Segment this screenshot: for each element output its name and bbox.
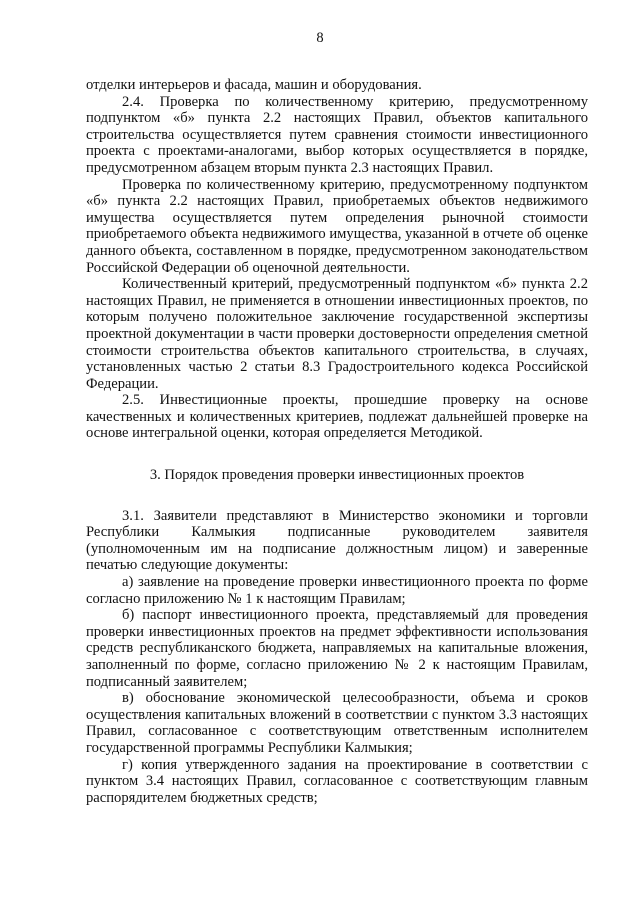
paragraph: Количественный критерий, предусмотренный подпунктом «б» пункта 2.2 настоящих Правил, не применяется в отношении инвестиционных проектов, по которым получено положительное заключение государственной экспертизы проектной документации в части проверки достоверности определения сметной стоимости строительства объектов капитального строительства, в случаях, установленных частью 2 статьи 8.3 Градостроительного кодекса Российской Федерации.: [86, 276, 588, 392]
paragraph: 3.1. Заявители представляют в Министерство экономики и торговли Республики Калмыкия подписанные руководителем заявителя (уполномоченным им на подписание должностным лицом) и заверенные печатью следующие документы:: [86, 507, 588, 574]
list-item: б) паспорт инвестиционного проекта, представляемый для проведения проверки инвестиционных проектов на предмет эффективности использования средств республиканского бюджета, направляемых на капитальные вложения, заполненный по форме, согласно приложению № 2 к настоящим Правилам, подписанный заявителем;: [86, 607, 588, 690]
paragraph: 2.5. Инвестиционные проекты, прошедшие проверку на основе качественных и количественных критериев, подлежат дальнейшей проверке на основе интегральной оценки, которая определяется Методикой.: [86, 392, 588, 442]
section-heading: 3. Порядок проведения проверки инвестиционных проектов: [149, 467, 525, 484]
document-body: [86, 77, 588, 806]
paragraph: Проверка по количественному критерию, предусмотренному подпунктом «б» пункта 2.2 настоящих Правил, приобретаемых объектов недвижимого имущества осуществляется путем определения рыночной стоимости приобретаемого объекта недвижимого имущества, указанной в отчете об оценке данного объекта, составленном в порядке, предусмотренном законодательством Российской Федерации об оценочной деятельности.: [86, 176, 588, 276]
page-number: 8: [316, 30, 324, 46]
list-item: а) заявление на проведение проверки инвестиционного проекта по форме согласно приложению № 1 к настоящим Правилам;: [86, 574, 588, 607]
list-item: в) обоснование экономической целесообразности, объема и сроков осуществления капитальных вложений в соответствии с пунктом 3.3 настоящих Правил, согласованное с соответствующим ответственным исполнителем государственной программы Республики Калмыкия;: [86, 690, 588, 756]
list-item: г) копия утвержденного задания на проектирование в соответствии с пунктом 3.4 настоящих Правил, согласованное с соответствующим главным распорядителем бюджетных средств;: [86, 756, 588, 806]
paragraph: 2.4. Проверка по количественному критерию, предусмотренному подпунктом «б» пункта 2.2 настоящих Правил, объектов капитального строительства осуществляется путем сравнения стоимости инвестиционного проекта с проектами-аналогами, выбор которых осуществляется в порядке, предусмотренном абзацем вторым пункта 2.3 настоящих Правил.: [86, 93, 588, 176]
paragraph: отделки интерьеров и фасада, машин и оборудования.: [86, 77, 422, 93]
